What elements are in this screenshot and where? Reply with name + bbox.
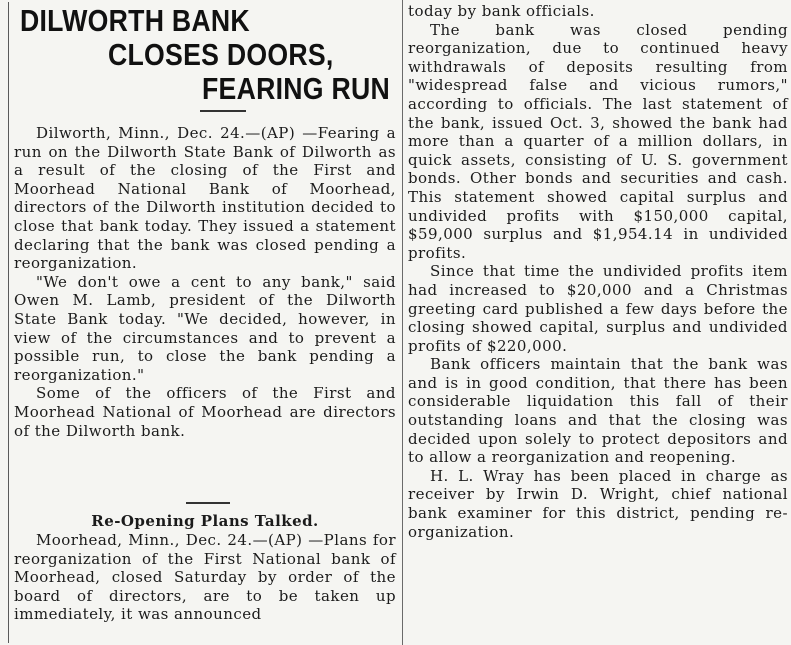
headline-line-1: DILWORTH BANK <box>20 3 250 38</box>
paragraph-profits: Since that time the undivided profits item had increased to $20,000 and a Christmas greeting card published a few days before the closing showed capital, surplus and undivided profits of $220,000. <box>408 262 788 355</box>
paragraph-moorhead: Moorhead, Minn., Dec. 24.—(AP) —Plans for reorganization of the First National bank of Moorhead, closed Saturday by order of the board of directors, are to be taken up immediately, it was announced <box>14 531 396 624</box>
paragraph-receiver: H. L. Wray has been placed in charge as receiver by Irwin D. Wright, chief national bank examiner for this district, pending re-organization. <box>408 466 788 541</box>
paragraph-dateline: Dilworth, Minn., Dec. 24.—(AP) —Fearing a run on the Dilworth State Bank of Dilworth as a result of the closing of the First and Moorhead National Bank of Moorhead, directors of the Dilworth institution decided to close that bank today. They issued a statement declaring that the bank was closed pending a reorganization. <box>14 124 396 273</box>
article-body-right <box>408 2 788 541</box>
article-body-left-2 <box>14 531 396 624</box>
column-divider <box>402 0 403 645</box>
subhead-divider <box>186 502 230 504</box>
paragraph-officers: Some of the officers of the First and Moorhead National of Moorhead are directors of the Dilworth bank. <box>14 384 396 440</box>
paragraph-officers-maintain: Bank officers maintain that the bank was and is in good condition, that there has been considerable liquidation this fall of their outstanding loans and that the closing was decided upon solely to protect depositors and to allow a reorganization and reopening. <box>408 355 788 467</box>
paragraph-reorganization: The bank was closed pending reorganization, due to continued heavy withdrawals of deposits resulting from "widespread false and vicious rumors," according to officials. The last statement of the bank, issued Oct. 3, showed the bank had more than a quarter of a million dollars, in quick assets, consisting of U. S. government bonds. Other bonds and securities and cash. This statement showed capital surplus and undivided profits with $150,000 capital, $59,000 surplus and $1,954.14 in undivided profits. <box>408 20 788 262</box>
headline-line-2: CLOSES DOORS, <box>108 37 334 72</box>
headline-line-3: FEARING RUN <box>202 71 390 106</box>
headline-divider <box>200 110 246 112</box>
paragraph-quote: "We don't owe a cent to any bank," said Owen M. Lamb, president of the Dilworth State Bank today. "We decided, however, in view of the circumstances and to prevent a possible run, to close the bank pending a reorganization." <box>14 272 396 384</box>
subheadline: Re-Opening Plans Talked. <box>91 512 319 530</box>
article-body-left <box>14 124 396 440</box>
paragraph-continuation: today by bank officials. <box>408 2 595 20</box>
left-border-rule <box>8 2 9 643</box>
